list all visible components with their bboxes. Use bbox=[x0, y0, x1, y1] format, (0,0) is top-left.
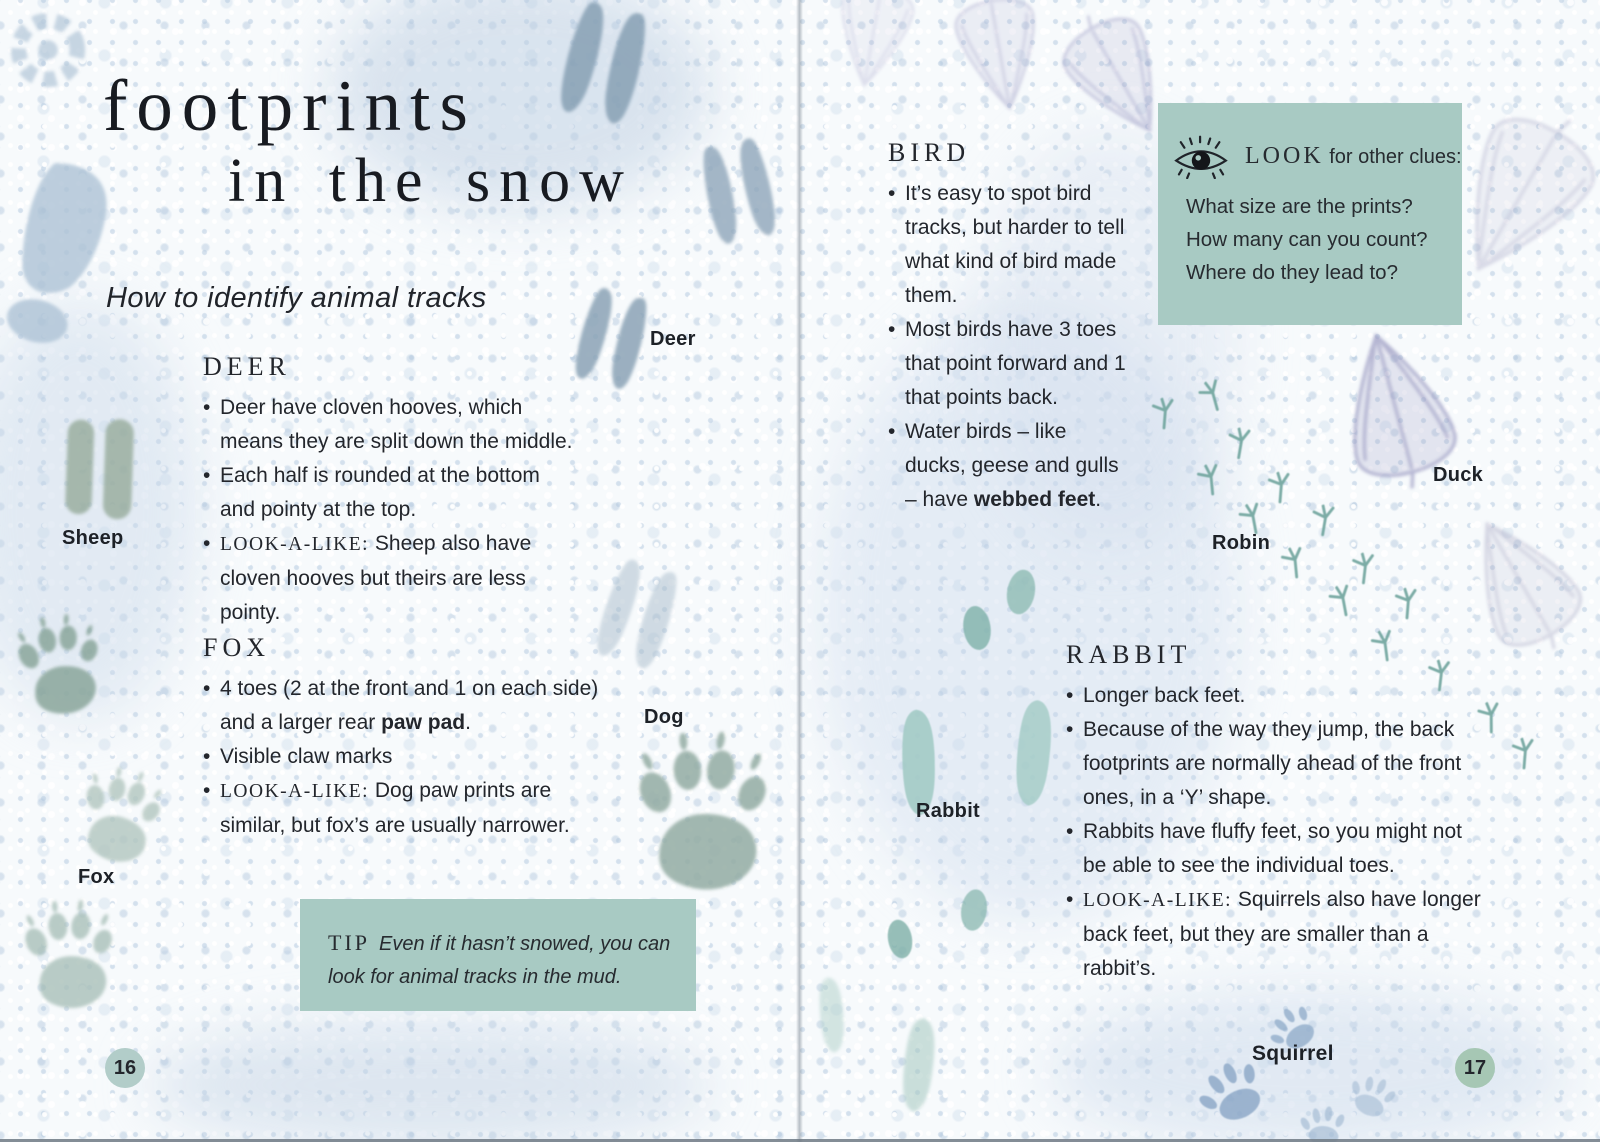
section-deer bbox=[203, 352, 575, 630]
bullet-text: Water birds – like ducks, geese and gulls – have webbed feet. bbox=[905, 420, 1119, 511]
page-title bbox=[103, 64, 633, 217]
bullet-text: Rabbits have fluffy feet, so you might not be able to see the individual toes. bbox=[1083, 820, 1462, 877]
page-number-left: 16 bbox=[105, 1048, 145, 1088]
bullet-text: Deer have cloven hooves, which means they are split down the middle. bbox=[220, 396, 573, 453]
sheep-track-illustration bbox=[55, 411, 144, 529]
section-rabbit bbox=[1066, 640, 1486, 986]
bullet-text: LOOK-A-LIKE: Squirrels also have longer back feet, but they are smaller than a rabbit’s. bbox=[1083, 888, 1481, 980]
robin-track-illustration bbox=[1347, 548, 1384, 586]
robin-track-illustration bbox=[1276, 542, 1315, 582]
bullet-dot: • bbox=[1066, 888, 1074, 911]
bullet-dot: • bbox=[1066, 684, 1074, 707]
title-line-2: in the snow bbox=[228, 147, 633, 215]
bullet-item bbox=[1066, 883, 1486, 986]
section-fox bbox=[203, 633, 605, 843]
label-rabbit: Rabbit bbox=[916, 800, 981, 822]
label-duck: Duck bbox=[1433, 464, 1484, 486]
look-box bbox=[1158, 103, 1462, 325]
rabbit-track-illustration bbox=[1004, 690, 1064, 815]
section-heading-rabbit: RABBIT bbox=[1066, 640, 1192, 669]
label-robin: Robin bbox=[1212, 532, 1271, 554]
section-heading-fox: FOX bbox=[203, 633, 271, 662]
bullet-item bbox=[1066, 679, 1486, 713]
bullet-item bbox=[203, 391, 575, 459]
rabbit-track-illustration bbox=[955, 883, 994, 937]
look-question: Where do they lead to? bbox=[1186, 261, 1398, 284]
label-sheep: Sheep bbox=[62, 527, 124, 549]
fox-bullets bbox=[203, 672, 605, 843]
bullet-dot: • bbox=[203, 532, 211, 555]
section-bird bbox=[888, 138, 1128, 517]
look-question: How many can you count? bbox=[1186, 228, 1428, 251]
look-box-questions bbox=[1158, 179, 1462, 289]
bullet-text: Visible claw marks bbox=[220, 745, 393, 768]
bird-bullets bbox=[888, 177, 1128, 517]
label-dog: Dog bbox=[644, 706, 684, 728]
title-line-1: footprints bbox=[103, 65, 477, 146]
bullet-item bbox=[888, 313, 1128, 415]
bullet-item bbox=[203, 740, 605, 774]
eye-icon bbox=[1170, 133, 1232, 179]
bullet-dot: • bbox=[888, 182, 896, 205]
bullet-text: LOOK-A-LIKE: Dog paw prints are similar, but fox’s are usually narrower. bbox=[220, 779, 570, 837]
label-fox: Fox bbox=[78, 866, 115, 888]
boot-tread-print-illustration bbox=[0, 0, 99, 101]
bullet-text: LOOK-A-LIKE: Sheep also have cloven hooves but theirs are less pointy. bbox=[220, 532, 532, 624]
tip-box bbox=[300, 899, 696, 1011]
robin-track-illustration bbox=[1263, 467, 1301, 506]
bullet-dot: • bbox=[1066, 820, 1074, 843]
rabbit-track-illustration bbox=[808, 973, 856, 1057]
bullet-item bbox=[203, 672, 605, 740]
bullet-item bbox=[1066, 815, 1486, 883]
bullet-text: Because of the way they jump, the back footprints are normally ahead of the front ones, in a ‘Y’ shape. bbox=[1083, 718, 1462, 809]
bullet-item bbox=[888, 415, 1128, 517]
look-question: What size are the prints? bbox=[1186, 195, 1413, 218]
robin-track-illustration bbox=[1307, 501, 1344, 539]
section-heading-deer: DEER bbox=[203, 352, 291, 381]
label-squirrel: Squirrel bbox=[1252, 1042, 1334, 1065]
deer-track-illustration bbox=[689, 131, 792, 263]
tip-text: Even if it hasn’t snowed, you can look for animal tracks in the mud. bbox=[328, 933, 671, 988]
tip-label: TIP bbox=[328, 930, 370, 955]
fox-track-illustration bbox=[0, 607, 122, 732]
fox-track-illustration bbox=[54, 759, 185, 879]
bullet-text: Longer back feet. bbox=[1083, 684, 1246, 707]
deer-bullets bbox=[203, 391, 575, 630]
squirrel-track-illustration bbox=[1290, 1097, 1356, 1142]
bullet-dot: • bbox=[203, 677, 211, 700]
robin-track-illustration bbox=[1223, 424, 1260, 462]
bullet-dot: • bbox=[203, 396, 211, 419]
bullet-dot: • bbox=[203, 464, 211, 487]
look-box-header bbox=[1158, 103, 1462, 179]
bullet-item bbox=[888, 177, 1128, 313]
subtitle: How to identify animal tracks bbox=[106, 282, 487, 314]
dog-track-illustration bbox=[610, 726, 797, 910]
duck-track-illustration bbox=[809, 0, 938, 103]
rabbit-bullets bbox=[1066, 679, 1486, 986]
look-box-title-rest: for other clues: bbox=[1323, 145, 1462, 168]
page-number-right: 17 bbox=[1455, 1048, 1495, 1088]
bullet-dot: • bbox=[203, 745, 211, 768]
bullet-text: Most birds have 3 toes that point forward and 1 that points back. bbox=[905, 318, 1126, 409]
bullet-item bbox=[203, 459, 575, 527]
bullet-dot: • bbox=[203, 779, 211, 802]
bullet-dot: • bbox=[888, 420, 896, 443]
bullet-text: 4 toes (2 at the front and 1 on each side) and a larger rear paw pad. bbox=[220, 677, 599, 734]
rabbit-track-illustration bbox=[881, 913, 919, 965]
bullet-item bbox=[203, 527, 575, 630]
robin-track-illustration bbox=[1507, 733, 1545, 772]
snow-wash bbox=[150, 1020, 710, 1142]
robin-track-illustration bbox=[1390, 583, 1428, 622]
bullet-dot: • bbox=[1066, 718, 1074, 741]
look-box-title bbox=[1245, 143, 1462, 170]
section-heading-bird: BIRD bbox=[888, 138, 971, 167]
look-box-title-caps: LOOK bbox=[1245, 142, 1324, 169]
bullet-text: It’s easy to spot bird tracks, but harder to tell what kind of bird made them. bbox=[905, 182, 1125, 307]
bullet-dot: • bbox=[888, 318, 896, 341]
page-gutter bbox=[796, 0, 803, 1142]
tip-text-block bbox=[300, 899, 696, 994]
label-deer: Deer bbox=[650, 328, 696, 350]
bullet-item bbox=[1066, 713, 1486, 815]
robin-track-illustration bbox=[1324, 580, 1364, 620]
rabbit-track-illustration bbox=[891, 1013, 948, 1117]
fox-track-illustration bbox=[7, 895, 132, 1023]
bullet-item bbox=[203, 774, 605, 843]
bullet-text: Each half is rounded at the bottom and pointy at the top. bbox=[220, 464, 540, 521]
